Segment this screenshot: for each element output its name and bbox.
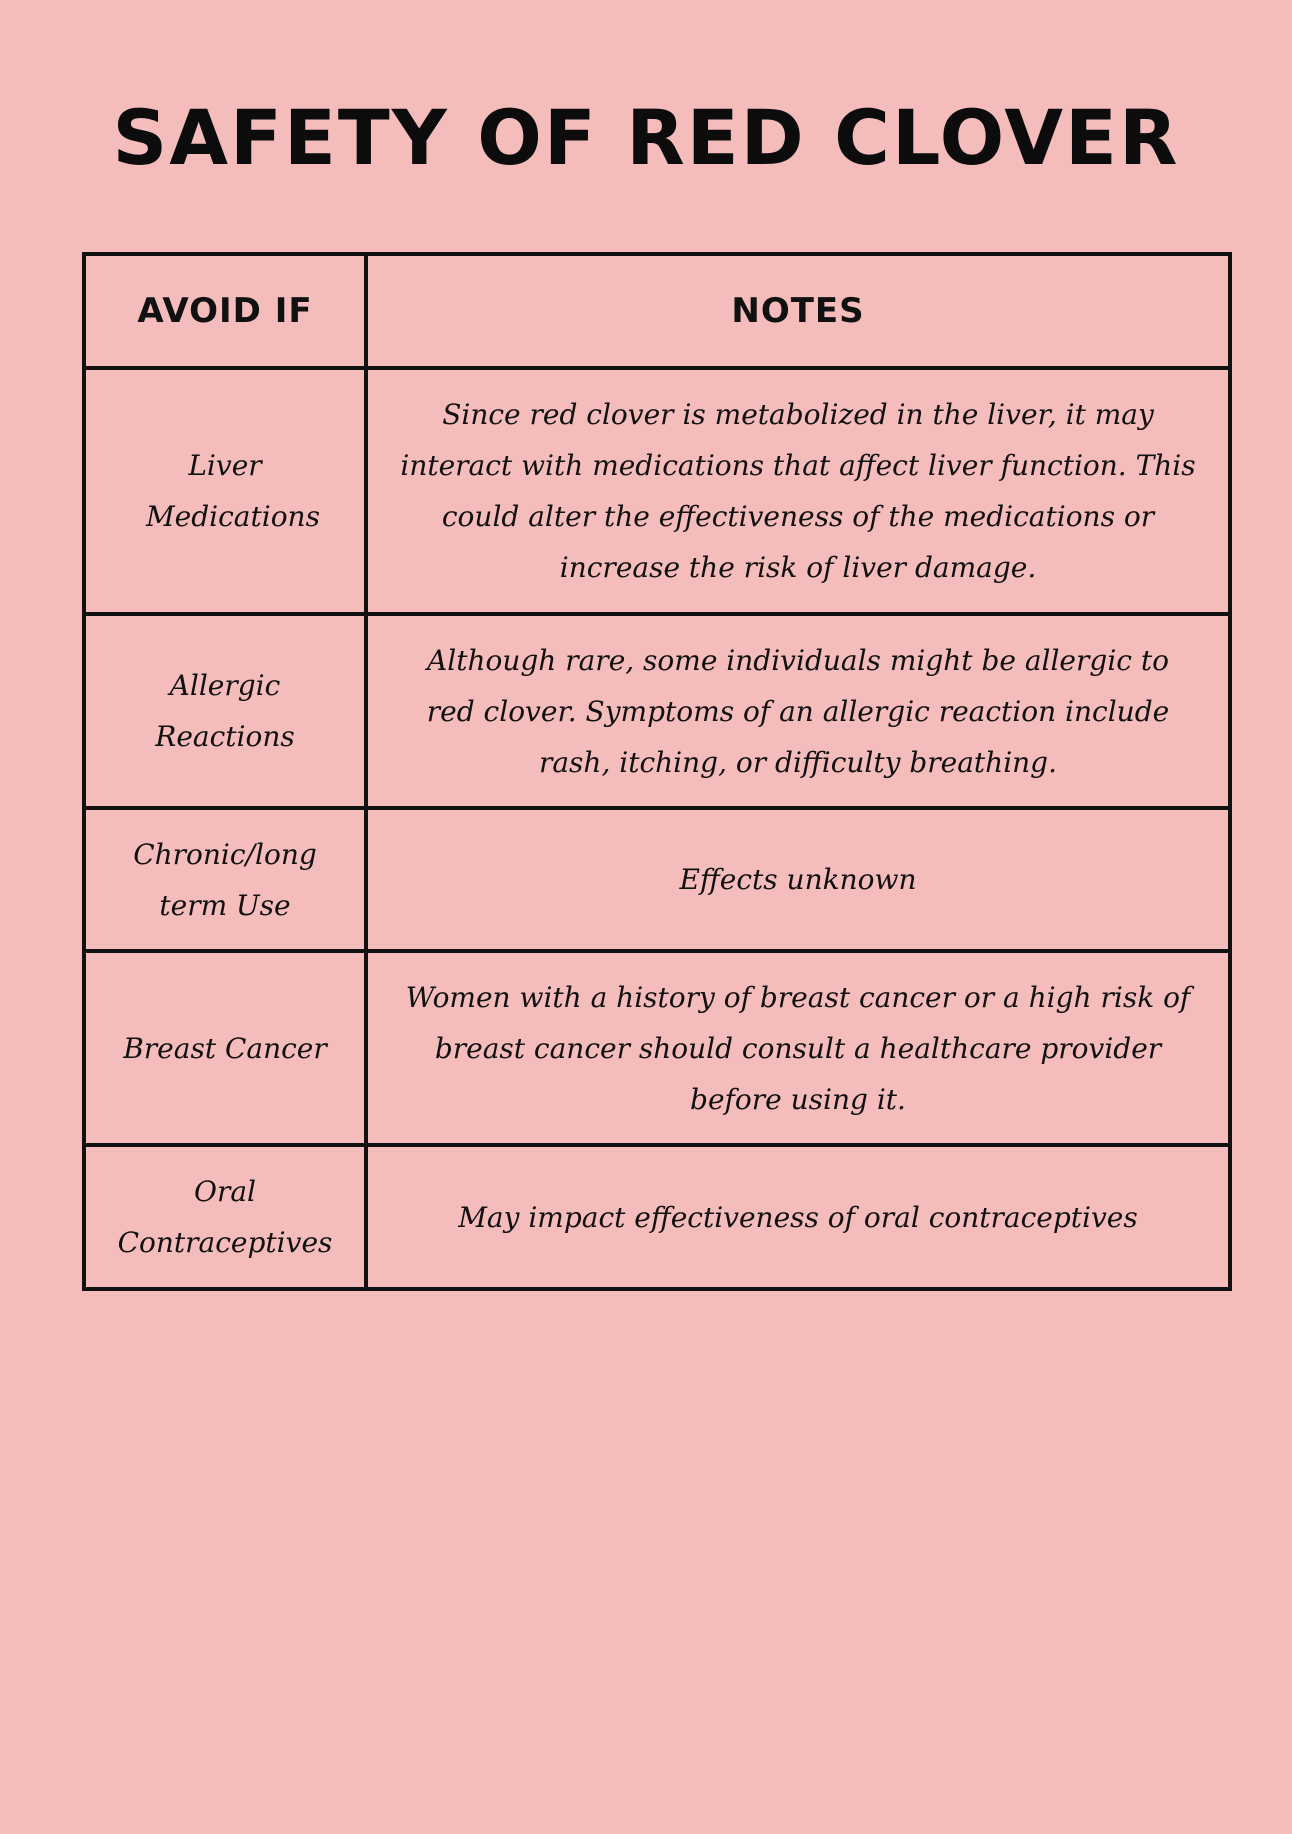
page-title: SAFETY OF RED CLOVER: [112, 93, 1180, 182]
notes-cell: Women with a history of breast cancer or a high risk of breast cancer should consult a healthcare provider before using it.: [366, 951, 1230, 1145]
column-header-notes: NOTES: [366, 254, 1230, 368]
avoid-cell: Liver Medications: [84, 368, 366, 614]
table-row: [84, 614, 1230, 808]
avoid-cell: Oral Contraceptives: [84, 1145, 366, 1289]
avoid-cell: Allergic Reactions: [84, 614, 366, 808]
notes-cell: Although rare, some individuals might be allergic to red clover. Symptoms of an allergic reaction include rash, itching, or difficulty breathing.: [366, 614, 1230, 808]
table-row: [84, 951, 1230, 1145]
notes-cell: Effects unknown: [366, 808, 1230, 951]
avoid-cell: Breast Cancer: [84, 951, 366, 1145]
safety-table: [82, 252, 1232, 1291]
table-row: [84, 808, 1230, 951]
table-row: [84, 1145, 1230, 1289]
table-row: [84, 368, 1230, 614]
avoid-cell: Chronic/long term Use: [84, 808, 366, 951]
column-header-avoid-if: AVOID IF: [84, 254, 366, 368]
table-header-row: [84, 254, 1230, 368]
notes-cell: Since red clover is metabolized in the liver, it may interact with medications that affect liver function. This could alter the effectiveness of the medications or increase the risk of liver damage.: [366, 368, 1230, 614]
notes-cell: May impact effectiveness of oral contraceptives: [366, 1145, 1230, 1289]
